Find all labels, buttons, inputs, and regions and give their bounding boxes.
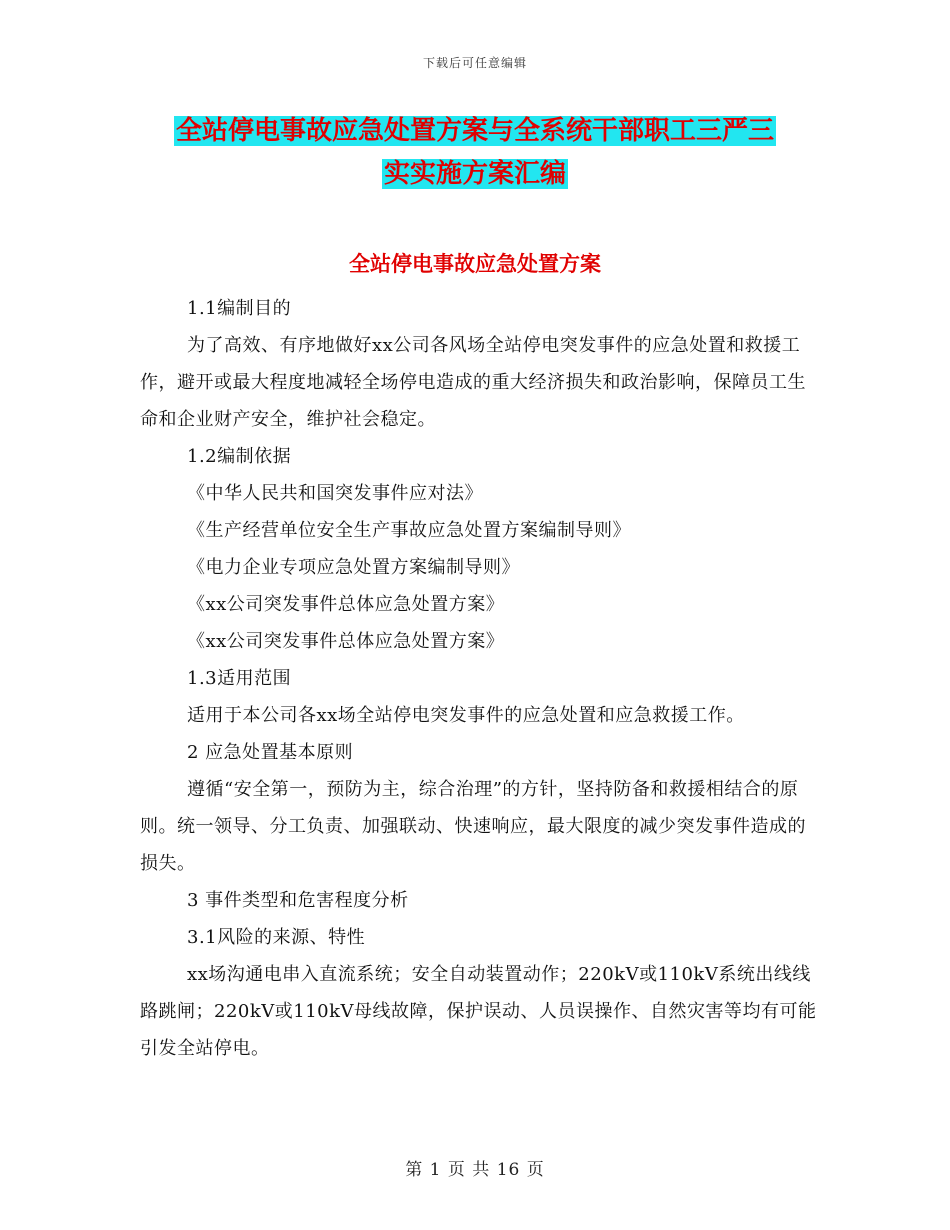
reference-5: 《xx公司突发事件总体应急处置方案》	[187, 631, 505, 652]
heading-1-2: 1.2编制依据	[187, 446, 292, 467]
reference-2: 《生产经营单位安全生产事故应急处置方案编制导则》	[187, 520, 631, 541]
heading-1-3: 1.3适用范围	[187, 668, 292, 689]
document-title-text-2: 实实施方案汇编	[383, 159, 566, 189]
heading-2: 2 应急处置基本原则	[187, 742, 354, 763]
document-body	[140, 290, 820, 1067]
reference-3: 《电力企业专项应急处置方案编制导则》	[187, 557, 520, 578]
paragraph-principles: 遵循“安全第一，预防为主，综合治理”的方针，坚持防备和救援相结合的原则。统一领导、分工负责、加强联动、快速响应，最大限度的减少突发事件造成的损失。	[140, 779, 806, 874]
heading-1-1: 1.1编制目的	[187, 298, 292, 319]
paragraph-scope: 适用于本公司各xx场全站停电突发事件的应急处置和应急救援工作。	[187, 705, 745, 726]
paragraph-purpose: 为了高效、有序地做好xx公司各风场全站停电突发事件的应急处置和救援工作，避开或最大程度地减轻全场停电造成的重大经济损失和政治影响，保障员工生命和企业财产安全，维护社会稳定。	[140, 335, 806, 430]
section-title: 全站停电事故应急处置方案	[349, 252, 601, 276]
document-title-line-1	[0, 112, 950, 150]
header-note: 下载后可任意编辑	[422, 56, 527, 70]
reference-1: 《中华人民共和国突发事件应对法》	[187, 483, 483, 504]
paragraph-risk-sources: xx场沟通电串入直流系统；安全自动装置动作；220kV或110kV系统出线线路跳闸；220kV或110kV母线故障，保护误动、人员误操作、自然灾害等均有可能引发全站停电。	[140, 964, 817, 1059]
heading-3-1: 3.1风险的来源、特性	[187, 927, 366, 948]
reference-4: 《xx公司突发事件总体应急处置方案》	[187, 594, 505, 615]
document-title-text-1: 全站停电事故应急处置方案与全系统干部职工三严三	[175, 116, 774, 146]
document-title-line-2	[0, 155, 950, 193]
page-footer: 第 1 页 共 16 页	[405, 1160, 545, 1180]
heading-3: 3 事件类型和危害程度分析	[187, 890, 409, 911]
